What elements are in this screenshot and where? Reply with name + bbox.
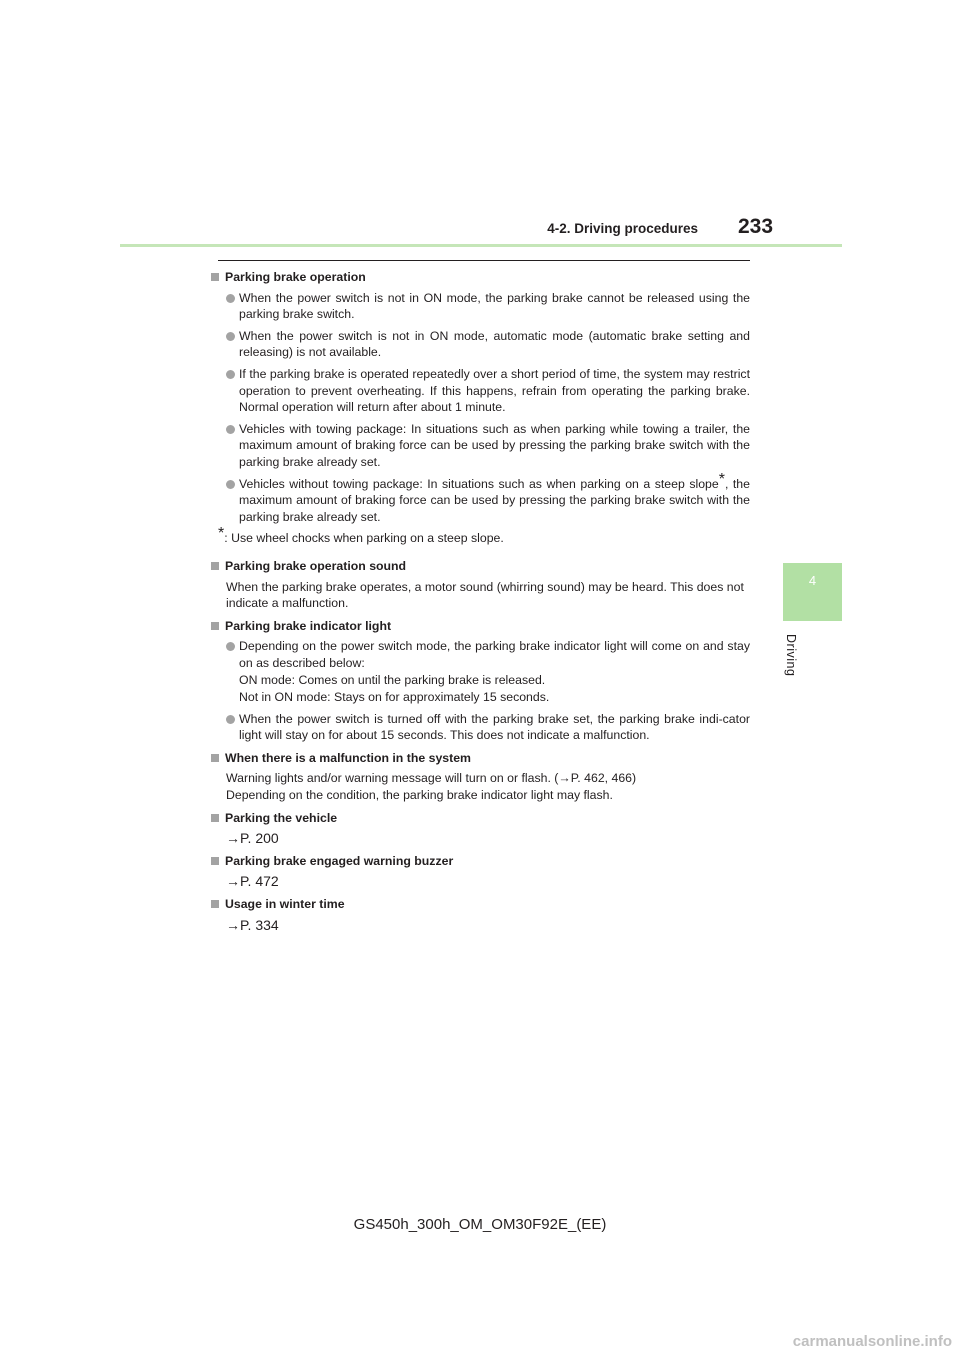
section-text: When the parking brake operates, a motor sound (whirring sound) may be heard. This does not indicate a malfunction. — [226, 579, 744, 611]
section-heading: Parking brake operation sound — [210, 558, 750, 575]
page-content — [210, 269, 750, 939]
section-heading: Parking the vehicle — [210, 810, 750, 827]
footnote — [210, 525, 750, 547]
page-reference-link[interactable]: →P. 472 — [226, 873, 279, 890]
section-heading: Usage in winter time — [210, 896, 750, 913]
bullet-item: When the power switch is turned off with the parking brake set, the parking brake indi-cator light will stay on for about 15 seconds. This does not indicate a malfunction. — [210, 711, 750, 744]
section-parking-vehicle — [210, 810, 750, 847]
sub-line: ON mode: Comes on until the parking brake is released. — [239, 673, 546, 688]
section-text: Depending on the condition, the parking brake indicator light may flash. — [226, 788, 613, 803]
content-top-rule — [218, 260, 750, 261]
section-operation-sound — [210, 558, 750, 612]
bullet-item: Depending on the power switch mode, the parking brake indicator light will come on and stay on as described below: — [210, 638, 750, 671]
bullet-text: , the maximum amount of braking force can be used by pressing the parking brake switch with the parking brake already set. — [239, 476, 750, 524]
bullet-item: If the parking brake is operated repeatedly over a short period of time, the system may restrict operation to prevent overheating. If this happens, refrain from operating the parking brake. Normal operation will return after about 1 minute. — [210, 366, 750, 416]
section-title: 4-2. Driving procedures — [547, 221, 698, 236]
page-reference-link[interactable]: →P. 200 — [226, 830, 279, 847]
section-heading: Parking brake operation — [210, 269, 750, 286]
section-text: Warning lights and/or warning message will turn on or flash. (→P. 462, 466) — [226, 771, 637, 786]
page-number: 233 — [738, 215, 774, 238]
watermark: carmanualsonline.info — [792, 1333, 952, 1350]
section-heading: When there is a malfunction in the system — [210, 750, 750, 767]
bullet-item: When the power switch is not in ON mode, automatic mode (automatic brake setting and releasing) is not available. — [210, 328, 750, 361]
chapter-number: 4 — [808, 573, 817, 588]
header-rule — [120, 244, 842, 247]
section-heading: Parking brake engaged warning buzzer — [210, 853, 750, 870]
section-warning-buzzer — [210, 853, 750, 890]
footnote-mark: * — [218, 525, 225, 543]
section-indicator-light — [210, 618, 750, 744]
bullet-text: Vehicles without towing package: In situations such as when parking on a steep slope — [239, 476, 719, 491]
section-heading: Parking brake indicator light — [210, 618, 750, 635]
page-reference-link[interactable]: →P. 334 — [226, 916, 279, 933]
section-parking-brake-operation — [210, 269, 750, 547]
document-code: GS450h_300h_OM_OM30F92E_(EE) — [353, 1216, 607, 1233]
chapter-label: Driving — [784, 634, 798, 677]
section-malfunction — [210, 750, 750, 804]
bullet-item — [210, 470, 750, 526]
bullet-item: Vehicles with towing package: In situations such as when parking while towing a trailer, the maximum amount of braking force can be used by pressing the parking brake switch with the parking brake already set. — [210, 421, 750, 471]
sub-line: Not in ON mode: Stays on for approximately 15 seconds. — [239, 690, 550, 705]
bullet-item: When the power switch is not in ON mode, the parking brake cannot be released using the parking brake switch. — [210, 290, 750, 323]
footnote-text: : Use wheel chocks when parking on a steep slope. — [224, 531, 504, 546]
chapter-tab — [783, 563, 842, 621]
footnote-mark: * — [718, 470, 725, 488]
section-winter-usage — [210, 896, 750, 933]
